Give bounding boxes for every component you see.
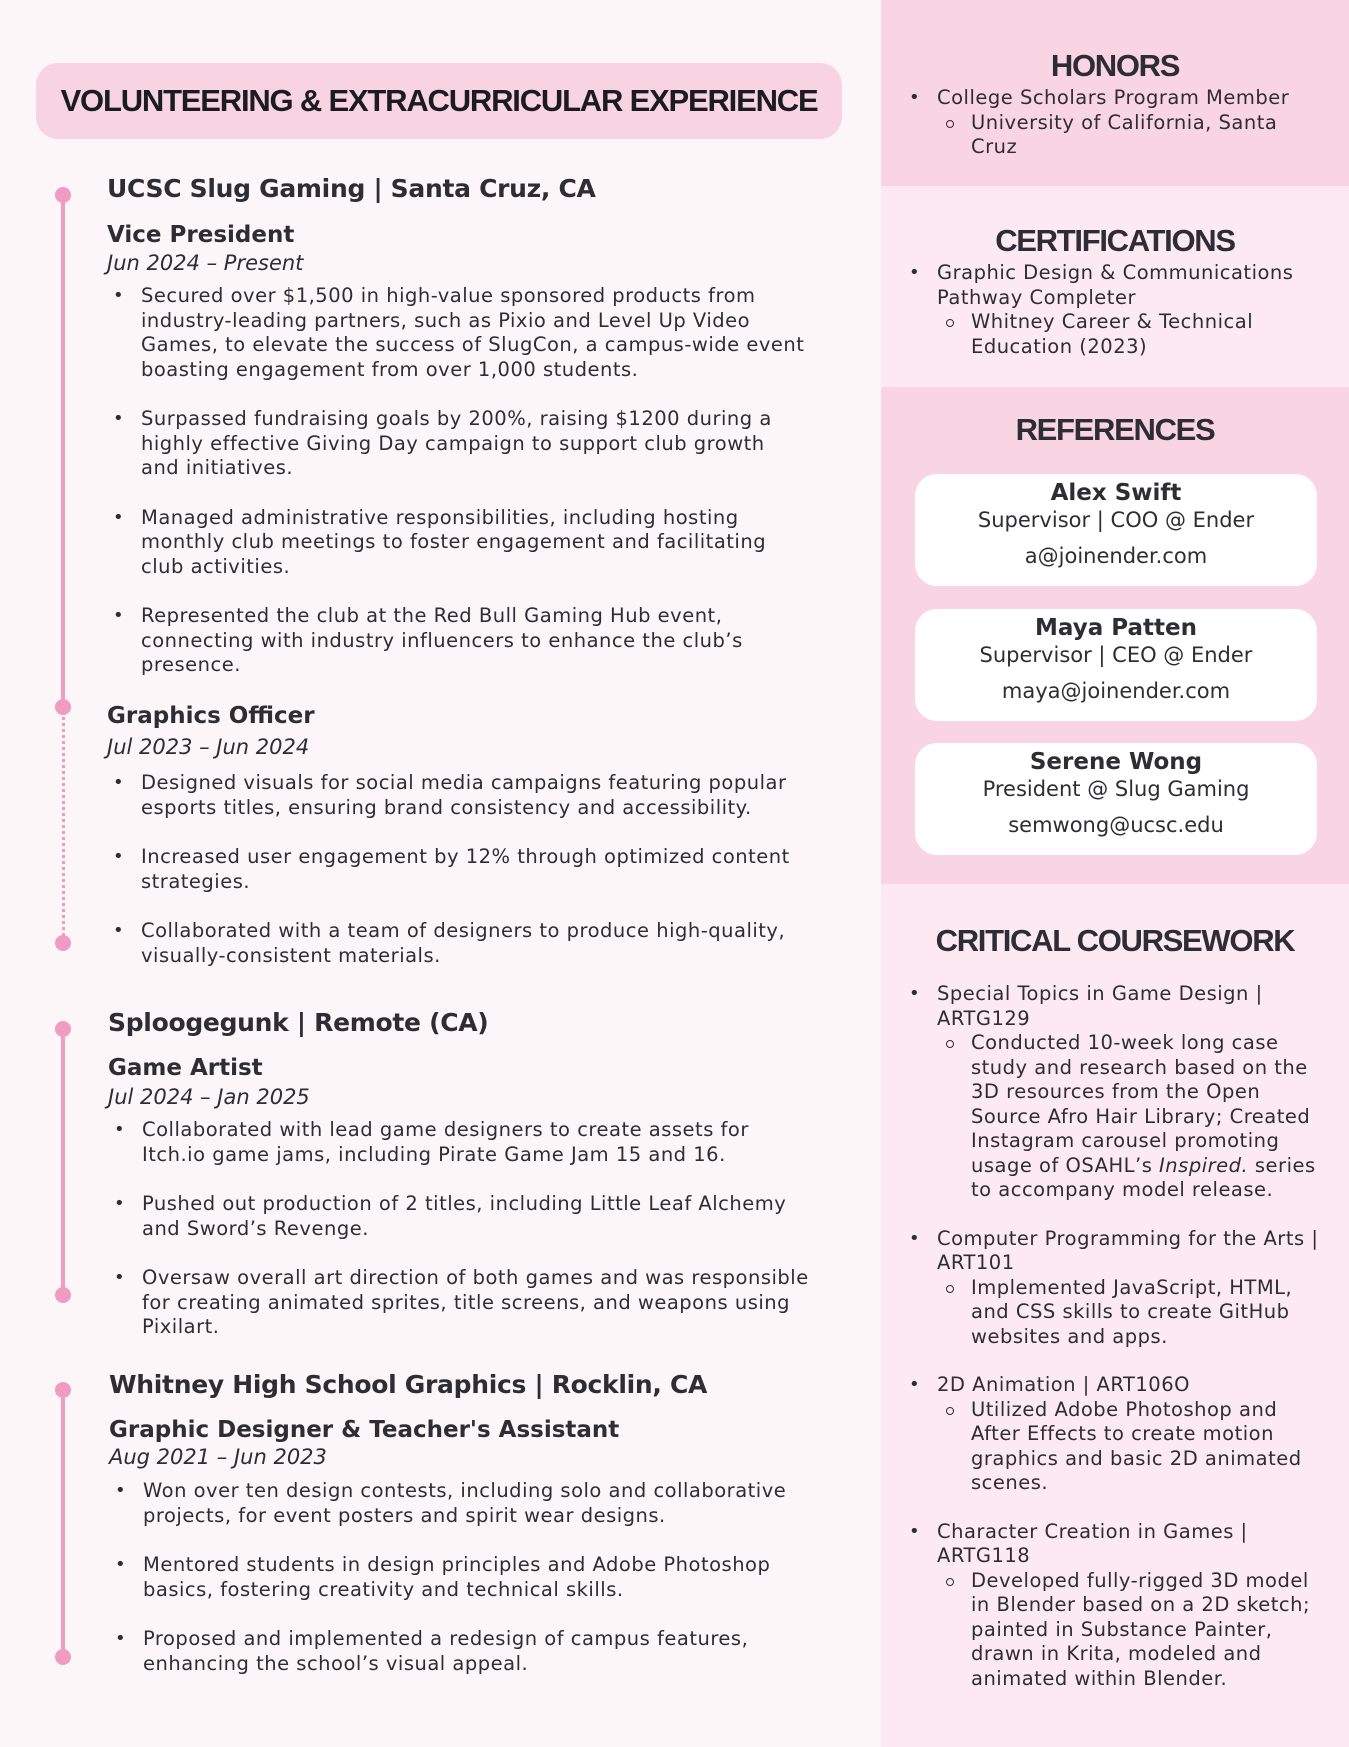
bullet-item: • Collaborated with a team of designers to produce high-quality, visually-consistent materials. bbox=[108, 919, 808, 968]
reference-card bbox=[915, 474, 1317, 586]
timeline-dot bbox=[55, 699, 71, 715]
reference-name: Serene Wong bbox=[1029, 749, 1203, 775]
bullet-item: • Won over ten design contests, including solo and collaborative projects, for event posters and spirit wear designs. bbox=[110, 1479, 810, 1528]
honors-subitem: University of California, Santa Cruz bbox=[937, 111, 1321, 160]
reference-card bbox=[915, 609, 1317, 721]
reference-name: Alex Swift bbox=[1050, 480, 1182, 506]
references-heading: REFERENCES bbox=[1015, 412, 1215, 447]
bullet-list bbox=[108, 771, 808, 993]
reference-email[interactable]: maya@joinender.com bbox=[1001, 679, 1231, 703]
coursework-list bbox=[881, 982, 1331, 1691]
certifications-subitem: Whitney Career & Technical Education (2023) bbox=[937, 310, 1321, 359]
bullet-item: • Represented the club at the Red Bull Gaming Hub event, connecting with industry influencers to enhance the club’s presence. bbox=[108, 604, 808, 678]
certifications-heading: CERTIFICATIONS bbox=[995, 223, 1235, 258]
bullet-item: • Oversaw overall art direction of both games and was responsible for creating animated sprites, title screens, and weapons using Pixilart. bbox=[109, 1266, 809, 1340]
course-title: Character Creation in Games | ARTG118 bbox=[937, 1519, 1248, 1567]
reference-name: Maya Patten bbox=[1035, 615, 1197, 641]
timeline-dot bbox=[55, 1649, 71, 1665]
role-title: Graphic Designer & Teacher's Assistant bbox=[109, 1417, 620, 1443]
timeline-dotted-line bbox=[62, 712, 65, 942]
timeline-dot bbox=[55, 1021, 71, 1037]
bullet-list bbox=[109, 1118, 809, 1365]
honors-heading: HONORS bbox=[1050, 48, 1180, 83]
reference-email[interactable]: a@joinender.com bbox=[1024, 544, 1208, 568]
bullet-item: • Managed administrative responsibilities, including hosting monthly club meetings to foster engagement and facilitating club activities. bbox=[108, 506, 808, 580]
course-item bbox=[881, 982, 1331, 1203]
course-description: Developed fully-rigged 3D model in Blender based on a 2D sketch; painted in Substance Painter, drawn in Krita, modeled and animated within Blender. bbox=[937, 1569, 1331, 1692]
honors-item-text: College Scholars Program Member bbox=[937, 86, 1290, 109]
role-dates: Jun 2024 – Present bbox=[107, 251, 304, 275]
reference-role: Supervisor | CEO @ Ender bbox=[979, 643, 1253, 667]
section-banner bbox=[36, 63, 842, 139]
honors-section bbox=[881, 0, 1349, 186]
role-dates: Jul 2023 – Jun 2024 bbox=[107, 735, 310, 759]
course-item bbox=[881, 1520, 1331, 1692]
course-description: Utilized Adobe Photoshop and After Effects to create motion graphics and basic 2D animated scenes. bbox=[937, 1398, 1331, 1496]
timeline-dot bbox=[55, 1382, 71, 1398]
timeline-dot bbox=[55, 1287, 71, 1303]
certifications-item bbox=[881, 261, 1321, 359]
honors-item bbox=[881, 86, 1321, 160]
bullet-item: • Designed visuals for social media campaigns featuring popular esports titles, ensuring brand consistency and accessibility. bbox=[108, 771, 808, 820]
course-description: Conducted 10-week long case study and research based on the 3D resources from the Open Source Afro Hair Library; Created Instagram carousel promoting usage of OSAHL’s Inspired. series to accompany model release. bbox=[937, 1031, 1331, 1203]
bullet-item: • Increased user engagement by 12% through optimized content strategies. bbox=[108, 845, 808, 894]
reference-email[interactable]: semwong@ucsc.edu bbox=[1008, 813, 1224, 837]
timeline-line bbox=[61, 195, 65, 707]
role-title: Graphics Officer bbox=[107, 703, 315, 729]
reference-card bbox=[915, 743, 1317, 855]
section-heading: VOLUNTEERING & EXTRACURRICULAR EXPERIENCE bbox=[60, 83, 818, 118]
honors-list bbox=[881, 86, 1321, 160]
course-title: Computer Programming for the Arts | ART101 bbox=[937, 1226, 1319, 1274]
timeline-line bbox=[61, 1036, 65, 1296]
course-item bbox=[881, 1227, 1331, 1350]
timeline-dot bbox=[55, 187, 71, 203]
certifications-list bbox=[881, 261, 1321, 359]
role-dates: Jul 2024 – Jan 2025 bbox=[108, 1085, 310, 1109]
coursework-heading: CRITICAL COURSEWORK bbox=[935, 923, 1295, 958]
course-item bbox=[881, 1373, 1331, 1496]
course-title: Special Topics in Game Design | ARTG129 bbox=[937, 982, 1263, 1030]
reference-role: Supervisor | COO @ Ender bbox=[977, 508, 1255, 532]
bullet-item: • Secured over $1,500 in high-value sponsored products from industry-leading partners, such as Pixio and Level Up Video Games, to elevate the success of SlugCon, a campus-wide event boasting engagement from over 1,000 students. bbox=[108, 284, 808, 382]
sidebar-column bbox=[881, 0, 1349, 1747]
role-title: Vice President bbox=[107, 222, 295, 248]
timeline-dot bbox=[55, 935, 71, 951]
reference-role: President @ Slug Gaming bbox=[982, 777, 1250, 801]
role-title: Game Artist bbox=[108, 1055, 263, 1081]
bullet-item: • Pushed out production of 2 titles, including Little Leaf Alchemy and Sword’s Revenge. bbox=[109, 1192, 809, 1241]
certifications-section bbox=[881, 186, 1349, 387]
coursework-section bbox=[881, 884, 1349, 1747]
bullet-item: • Mentored students in design principles and Adobe Photoshop basics, fostering creativity and technical skills. bbox=[110, 1553, 810, 1602]
references-section bbox=[881, 387, 1349, 884]
course-description: Implemented JavaScript, HTML, and CSS skills to create GitHub websites and apps. bbox=[937, 1276, 1331, 1350]
bullet-list bbox=[108, 284, 808, 703]
course-title: 2D Animation | ART106O bbox=[937, 1373, 1190, 1396]
org-name: Sploogegunk | Remote (CA) bbox=[108, 1008, 489, 1037]
bullet-item: • Proposed and implemented a redesign of campus features, enhancing the school’s visual appeal. bbox=[110, 1627, 810, 1676]
org-name: Whitney High School Graphics | Rocklin, CA bbox=[109, 1370, 708, 1399]
role-dates: Aug 2021 – Jun 2023 bbox=[109, 1445, 327, 1469]
bullet-item: • Collaborated with lead game designers to create assets for Itch.io game jams, including Pirate Game Jam 15 and 16. bbox=[109, 1118, 809, 1167]
bullet-list bbox=[110, 1479, 810, 1701]
timeline-line bbox=[61, 1398, 65, 1658]
org-name: UCSC Slug Gaming | Santa Cruz, CA bbox=[107, 174, 596, 203]
certifications-item-text: Graphic Design & Communications Pathway Completer bbox=[937, 261, 1294, 309]
bullet-item: • Surpassed fundraising goals by 200%, raising $1200 during a highly effective Giving Day campaign to support club growth and initiatives. bbox=[108, 407, 808, 481]
